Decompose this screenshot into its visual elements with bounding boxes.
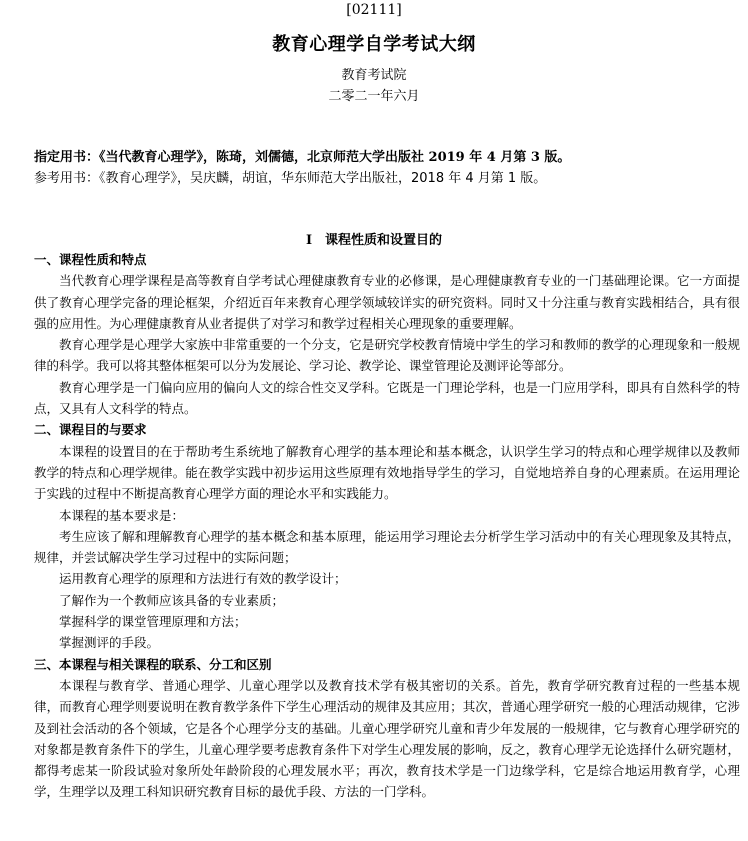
paragraph: 教育心理学是一门偏向应用的偏向人文的综合性交叉学科。它既是一门理论学科，也是一门应用学科，即具有自然科学的特点，又具有人文科学的特点。 [34, 379, 740, 417]
paragraph: 本课程与教育学、普通心理学、儿童心理学以及教育技术学有极其密切的关系。首先，教育学研究教育过程的一些基本规律，而教育心理学则要说明在教育教学条件下学生心理活动的规律及其应用；其次，普通心理学研究一般的心理活动规律，它涉及到社会活动的各个领域，它是各个心理学分支的基础。儿童心理学研究儿童和青少年发展的一般规律，它与教育心理学研究的对象都是教育条件下的学生，儿童心理学要考虑教育条件下对学生心理发展的影响，反之，教育心理学无论选择什么研究题材，都得考虑某一阶段试验对象所处年龄阶段的心理发展水平；再次，教育技术学是一门边缘学科，它是综合地运用教育学，心理学，生理学以及理工科知识研究教育目标的最优手段、方法的一门学科。 [34, 677, 740, 800]
document-body [34, 249, 740, 803]
paragraph: 当代教育心理学课程是高等教育自学考试心理健康教育专业的必修课，是心理健康教育专业的一门基础理论课。它一方面提供了教育心理学完备的理论框架，介绍近百年来教育心理学领域较详实的研究资料。同时又十分注重与教育实践相结合，具有很强的应用性。为心理健康教育从业者提供了对学习和教学过程相关心理现象的重要理解。 [34, 273, 740, 331]
designated-textbook: 指定用书：《当代教育心理学》，陈琦，刘儒德，北京师范大学出版社 2019 年 4 月第 3 版。 [34, 150, 571, 165]
issue-date: 二零二一年六月 [328, 89, 420, 104]
part-title: I 课程性质和设置目的 [305, 233, 443, 248]
reference-textbook: 参考用书：《教育心理学》，吴庆麟，胡谊，华东师范大学出版社，2018 年 4 月第 1 版。 [34, 171, 547, 186]
course-code: [02111] [346, 2, 402, 18]
requirement-item: 了解作为一个教师应该具备的专业素质； [59, 592, 285, 608]
section-heading-1: 一、课程性质和特点 [34, 252, 147, 267]
requirement-item: 考生应该了解和理解教育心理学的基本概念和基本原理，能运用学习理论去分析学生学习活动中的有关心理现象及其特点，规律，并尝试解决学生学习过程中的实际问题； [34, 528, 740, 566]
issuer: 教育考试院 [341, 68, 407, 83]
requirement-item: 掌握科学的课堂管理原理和方法； [59, 614, 247, 630]
paragraph: 教育心理学是心理学大家族中非常重要的一个分支，它是研究学校教育情境中学生的学习和教师的教学的心理现象和一般规律的科学。我可以将其整体框架可以分为发展论、学习论、教学论、课堂管理论及测评论等部分。 [34, 337, 740, 374]
requirement-item: 掌握测评的手段。 [59, 635, 160, 651]
section-heading-3: 三、本课程与相关课程的联系、分工和区别 [34, 656, 272, 672]
document-title: 教育心理学自学考试大纲 [272, 34, 476, 55]
paragraph: 本课程的基本要求是： [59, 507, 185, 523]
section-heading-2: 二、课程目的与要求 [34, 422, 147, 438]
paragraph: 本课程的设置目的在于帮助考生系统地了解教育心理学的基本理论和基本概念，认识学生学习的特点和心理学规律以及教师教学的特点和心理学规律。能在教学实践中初步运用这些原理有效地指导学生的学习，自觉地培养自身的心理素质。在运用理论于实践的过程中不断提高教育心理学方面的理论水平和实践能力。 [34, 443, 740, 502]
requirement-item: 运用教育心理学的原理和方法进行有效的教学设计； [59, 571, 347, 587]
